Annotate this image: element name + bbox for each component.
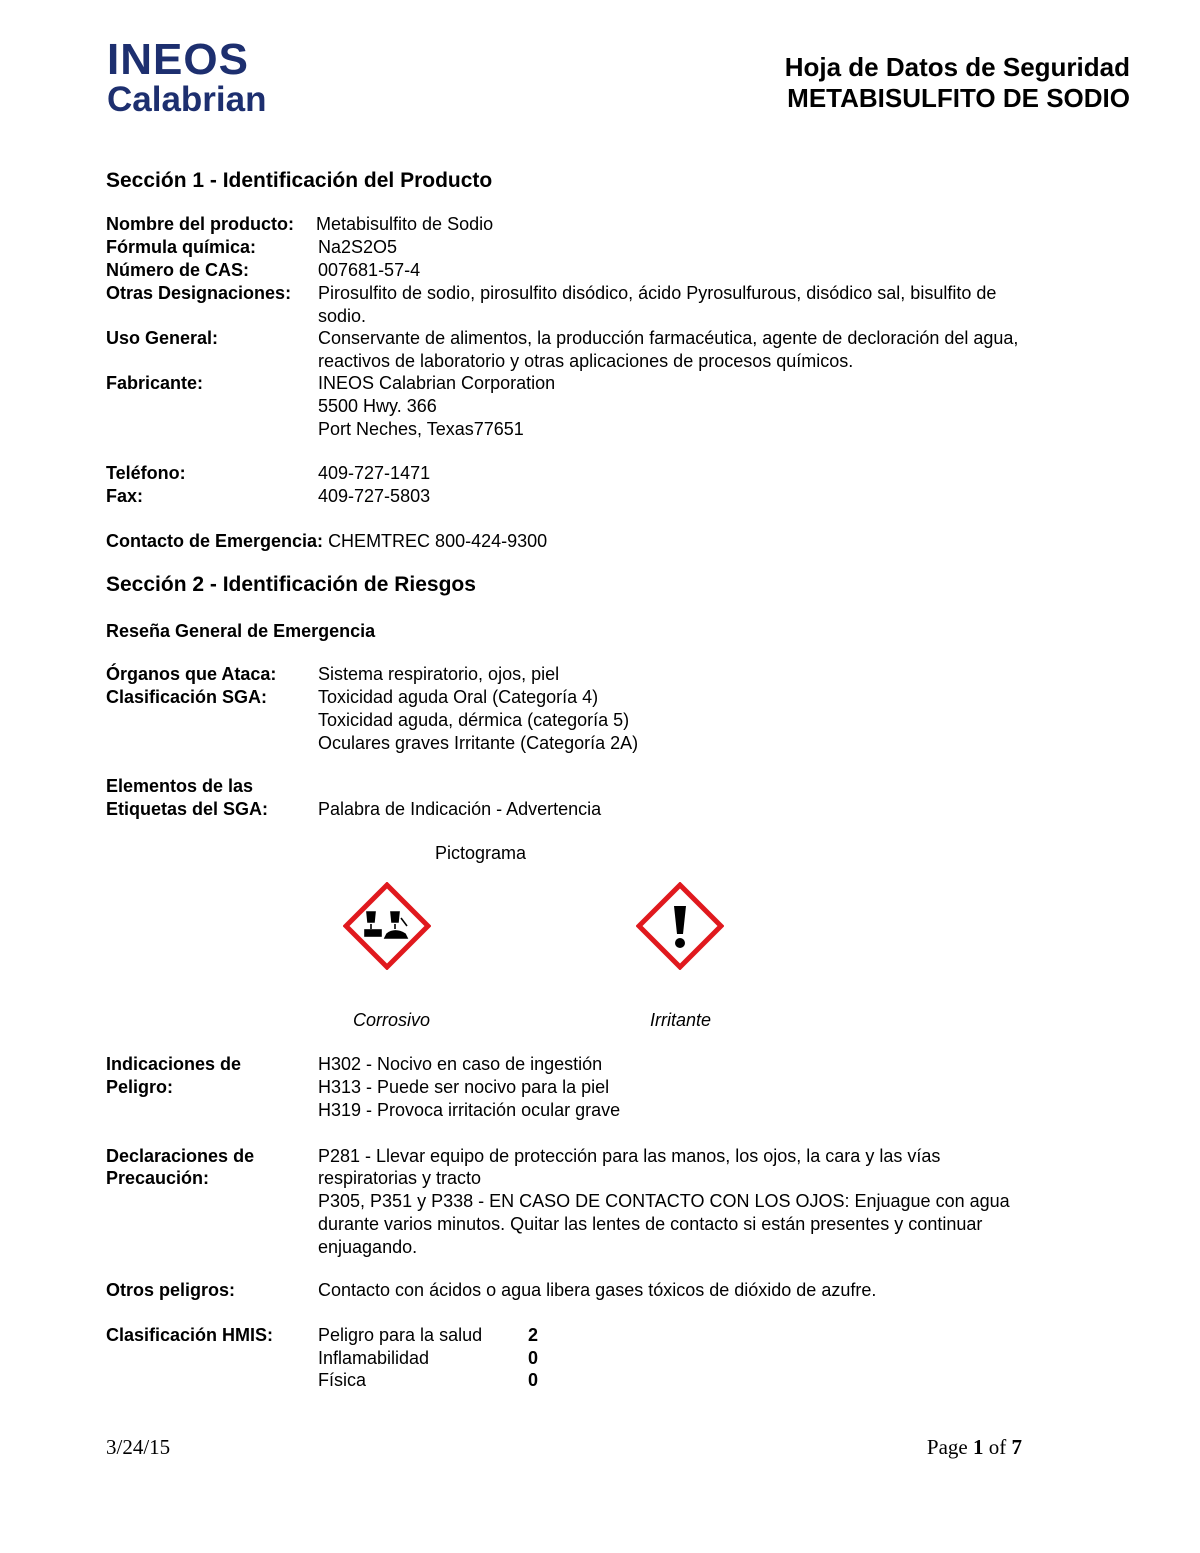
other-designations-label: Otras Designaciones:	[106, 283, 292, 303]
sga-line2: Toxicidad aguda, dérmica (categoría 5)	[318, 710, 630, 730]
hmis-health-name: Peligro para la salud	[318, 1325, 483, 1345]
phone-label: Teléfono:	[106, 463, 186, 483]
logo-calabrian: Calabrian	[107, 80, 267, 119]
precaution-p305-line1: P305, P351 y P338 - EN CASO DE CONTACTO CON LOS OJOS: Enjuague con agua	[318, 1191, 1010, 1211]
page-prefix: Page	[926, 1435, 968, 1459]
emergency-contact-row	[106, 530, 1106, 553]
document-title: Hoja de Datos de Seguridad	[784, 52, 1130, 82]
signal-word: Palabra de Indicación - Advertencia	[318, 799, 602, 819]
logo-ineos: INEOS	[107, 35, 249, 84]
sga-line1: Toxicidad aguda Oral (Categoría 4)	[318, 687, 599, 707]
hazard-h302: H302 - Nocivo en caso de ingestión	[318, 1054, 603, 1074]
general-use-label: Uso General:	[106, 328, 219, 348]
emergency-contact-label: Contacto de Emergencia:	[106, 531, 324, 551]
emergency-overview: Reseña General de Emergencia	[106, 621, 376, 641]
hazard-label2: Peligro:	[106, 1077, 174, 1097]
manufacturer-label: Fabricante:	[106, 373, 204, 393]
precaution-label2: Precaución:	[106, 1168, 210, 1188]
sga-label: Clasificación SGA:	[106, 687, 268, 707]
corrosive-caption: Corrosivo	[353, 1010, 431, 1030]
hmis-physical-name: Física	[318, 1370, 367, 1390]
hazard-h319: H319 - Provoca irritación ocular grave	[318, 1100, 621, 1120]
label-elements-label2: Etiquetas del SGA:	[106, 799, 269, 819]
cas-value: 007681-57-4	[318, 260, 421, 280]
other-designations-line1: Pirosulfito de sodio, pirosulfito disódico, ácido Pyrosulfurous, disódico sal, bisulfito de	[318, 283, 997, 303]
irritant-pictogram-icon	[636, 882, 724, 970]
phone-value: 409-727-1471	[318, 463, 431, 483]
precaution-p305-line2: durante varios minutos. Quitar las lentes de contacto si están presentes y continuar	[318, 1214, 983, 1234]
product-name-value: Metabisulfito de Sodio	[316, 214, 494, 234]
page-total: 7	[1011, 1435, 1022, 1459]
product-name-label: Nombre del producto:	[106, 214, 294, 234]
corrosive-pictogram-icon	[343, 882, 431, 970]
precaution-p281-line1: P281 - Llevar equipo de protección para las manos, los ojos, la cara y las vías	[318, 1146, 941, 1166]
fax-value: 409-727-5803	[318, 486, 431, 506]
hmis-flammability-name: Inflamabilidad	[318, 1348, 430, 1368]
hmis-health-value: 2	[528, 1325, 539, 1345]
emergency-contact-value: CHEMTREC 800-424-9300	[328, 531, 548, 551]
product-title: METABISULFITO DE SODIO	[787, 83, 1130, 113]
sga-line3: Oculares graves Irritante (Categoría 2A)	[318, 733, 639, 753]
hazard-label1: Indicaciones de	[106, 1054, 242, 1074]
target-organs-value: Sistema respiratorio, ojos, piel	[318, 664, 560, 684]
formula-value: Na2S2O5	[318, 237, 398, 257]
formula-label: Fórmula química:	[106, 237, 257, 257]
hmis-label: Clasificación HMIS:	[106, 1325, 274, 1345]
precaution-p305-line3: enjuagando.	[318, 1237, 418, 1257]
manufacturer-line2: 5500 Hwy. 366	[318, 396, 437, 416]
footer-date: 3/24/15	[106, 1435, 171, 1459]
target-organs-label: Órganos que Ataca:	[106, 664, 277, 684]
manufacturer-line1: INEOS Calabrian Corporation	[318, 373, 556, 393]
irritant-caption: Irritante	[650, 1010, 712, 1030]
cas-label: Número de CAS:	[106, 260, 250, 280]
precaution-label1: Declaraciones de	[106, 1146, 255, 1166]
fax-label: Fax:	[106, 486, 144, 506]
general-use-line1: Conservante de alimentos, la producción farmacéutica, agente de decloración del agua,	[318, 328, 1019, 348]
section1-title: Sección 1 - Identificación del Producto	[106, 169, 493, 192]
manufacturer-line3: Port Neches, Texas77651	[318, 419, 524, 439]
section2-title: Sección 2 - Identificación de Riesgos	[106, 573, 476, 596]
page-of: of	[988, 1435, 1007, 1459]
other-hazards-value: Contacto con ácidos o agua libera gases tóxicos de dióxido de azufre.	[318, 1280, 877, 1300]
label-elements-label1: Elementos de las	[106, 776, 254, 796]
general-use-line2: reactivos de laboratorio y otras aplicaciones de procesos químicos.	[318, 351, 854, 371]
precaution-p281-line2: respiratorias y tracto	[318, 1168, 482, 1188]
hazard-h313: H313 - Puede ser nocivo para la piel	[318, 1077, 610, 1097]
page-current: 1	[973, 1435, 984, 1459]
hmis-flammability-value: 0	[528, 1348, 539, 1368]
other-designations-line2: sodio.	[318, 306, 367, 326]
pictogram-label: Pictograma	[435, 843, 527, 863]
hmis-physical-value: 0	[528, 1370, 539, 1390]
footer-page-number	[927, 1435, 1022, 1460]
other-hazards-label: Otros peligros:	[106, 1280, 236, 1300]
